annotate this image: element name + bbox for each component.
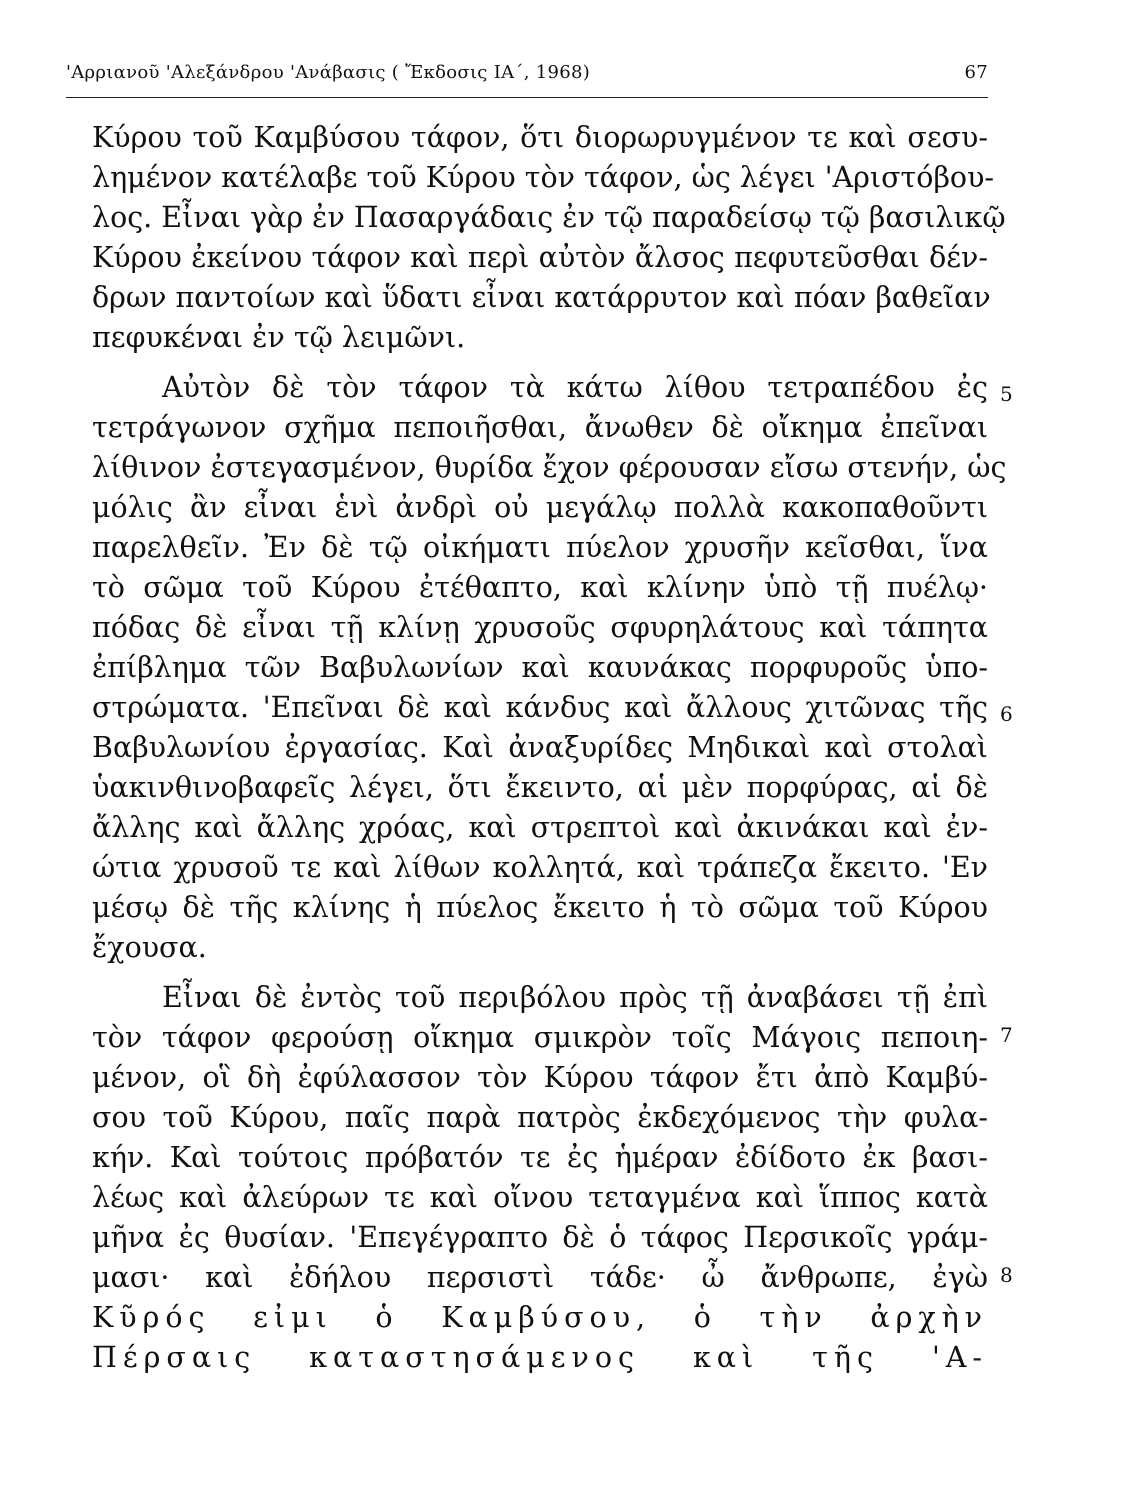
header-rule xyxy=(66,97,988,98)
text-line: παρελθεῖν. Ἐν δὲ τῷ οἰκήματι πύελον χρυσῆν κεῖσθαι, ἵνα xyxy=(92,531,988,564)
text-line: τετράγωνον σχῆμα πεποιῆσθαι, ἄνωθεν δὲ οἴκημα ἐπεῖναι xyxy=(92,411,988,444)
text-line: Εἶναι δὲ ἐντὸς τοῦ περιβόλου πρὸς τῇ ἀναβάσει τῇ ἐπὶ xyxy=(162,981,988,1014)
text-line: Αὐτὸν δὲ τὸν τάφον τὰ κάτω λίθου τετραπέδου ἐς xyxy=(162,371,988,404)
text-line: στρώματα. 'Επεῖναι δὲ καὶ κάνδυς καὶ ἄλλους χιτῶνας τῆς xyxy=(92,691,988,724)
text-line: λος. Εἶναι γὰρ ἐν Πασαργάδαις ἐν τῷ παραδείσῳ τῷ βασιλικῷ xyxy=(92,201,1006,234)
text-line: κήν. Καὶ τούτοις πρόβατόν τε ἐς ἡμέραν ἐδίδοτο ἐκ βασι- xyxy=(92,1141,988,1174)
section-number: 6 xyxy=(1000,702,1013,726)
text-line: ἄλλης καὶ ἄλλης χρόας, καὶ στρεπτοὶ καὶ ἀκινάκαι καὶ ἐν- xyxy=(92,811,988,844)
text-line: λίθινον ἐστεγασμένον, θυρίδα ἔχον φέρουσαν εἴσω στενήν, ὡς xyxy=(92,451,1007,484)
text-line: Βαβυλωνίου ἐργασίας. Καὶ ἀναξυρίδες Μηδικαὶ καὶ στολαὶ xyxy=(92,731,988,764)
text-line: Πέρσαις καταστησάμενος καὶ τῆς 'Α- xyxy=(92,1341,988,1374)
running-title: 'Αρριανοῦ 'Αλεξάνδρου 'Ανάβασις ( Ἔκδοσις ΙΑ΄, 1968) xyxy=(66,62,591,83)
text-line: τὸν τάφον φερούσῃ οἴκημα σμικρὸν τοῖς Μάγοις πεποιη- xyxy=(92,1021,988,1054)
text-line: πόδας δὲ εἶναι τῇ κλίνῃ χρυσοῦς σφυρηλάτους καὶ τάπητα xyxy=(92,611,988,644)
text-line: μόλις ἂν εἶναι ἑνὶ ἀνδρὶ οὐ μεγάλῳ πολλὰ κακοπαθοῦντι xyxy=(92,491,988,524)
section-number: 5 xyxy=(1000,382,1013,406)
text-line: πεφυκέναι ἐν τῷ λειμῶνι. xyxy=(92,321,466,354)
text-line: μῆνα ἐς θυσίαν. 'Επεγέγραπτο δὲ ὁ τάφος Περσικοῖς γράμ- xyxy=(92,1221,988,1254)
section-number: 8 xyxy=(1000,1263,1013,1287)
text-line: ὑακινθινοβαφεῖς λέγει, ὅτι ἔκειντο, αἱ μὲν πορφύρας, αἱ δὲ xyxy=(92,771,988,804)
text-line: μέσῳ δὲ τῆς κλίνης ἡ πύελος ἔκειτο ἡ τὸ σῶμα τοῦ Κύρου xyxy=(92,891,988,924)
running-header xyxy=(66,62,988,92)
text-line: δρων παντοίων καὶ ὕδατι εἶναι κατάρρυτον καὶ πόαν βαθεῖαν xyxy=(92,281,991,314)
text-line: μασι· καὶ ἐδήλου περσιστὶ τάδε· ὦ ἄνθρωπε, ἐγὼ xyxy=(92,1261,988,1294)
page-number: 67 xyxy=(964,62,988,83)
text-line: ώτια χρυσοῦ τε καὶ λίθων κολλητά, καὶ τράπεζα ἔκειτο. 'Εν xyxy=(92,851,988,884)
section-number: 7 xyxy=(1000,1023,1013,1047)
text-line: τὸ σῶμα τοῦ Κύρου ἐτέθαπτο, καὶ κλίνην ὑπὸ τῇ πυέλῳ· xyxy=(92,571,988,604)
text-line: λημένον κατέλαβε τοῦ Κύρου τὸν τάφον, ὡς λέγει 'Αριστόβου- xyxy=(92,161,995,194)
text-line: Κῦρός εἰμι ὁ Καμβύσου, ὁ τὴν ἀρχὴν xyxy=(92,1301,988,1334)
text-line: μένον, οἳ δὴ ἐφύλασσον τὸν Κύρου τάφον ἔτι ἀπὸ Καμβύ- xyxy=(92,1061,988,1094)
text-line: Κύρου τοῦ Καμβύσου τάφον, ὅτι διορωρυγμένον τε καὶ σεσυ- xyxy=(92,121,988,154)
text-line: Κύρου ἐκείνου τάφον καὶ περὶ αὐτὸν ἄλσος πεφυτεῦσθαι δέν- xyxy=(92,241,988,274)
text-line: σου τοῦ Κύρου, παῖς παρὰ πατρὸς ἐκδεχόμενος τὴν φυλα- xyxy=(92,1101,988,1134)
text-line: λέως καὶ ἀλεύρων τε καὶ οἴνου τεταγμένα καὶ ἵππος κατὰ xyxy=(92,1181,988,1214)
text-line: ἐπίβλημα τῶν Βαβυλωνίων καὶ καυνάκας πορφυροῦς ὑπο- xyxy=(92,651,988,684)
text-line: ἔχουσα. xyxy=(92,931,207,964)
